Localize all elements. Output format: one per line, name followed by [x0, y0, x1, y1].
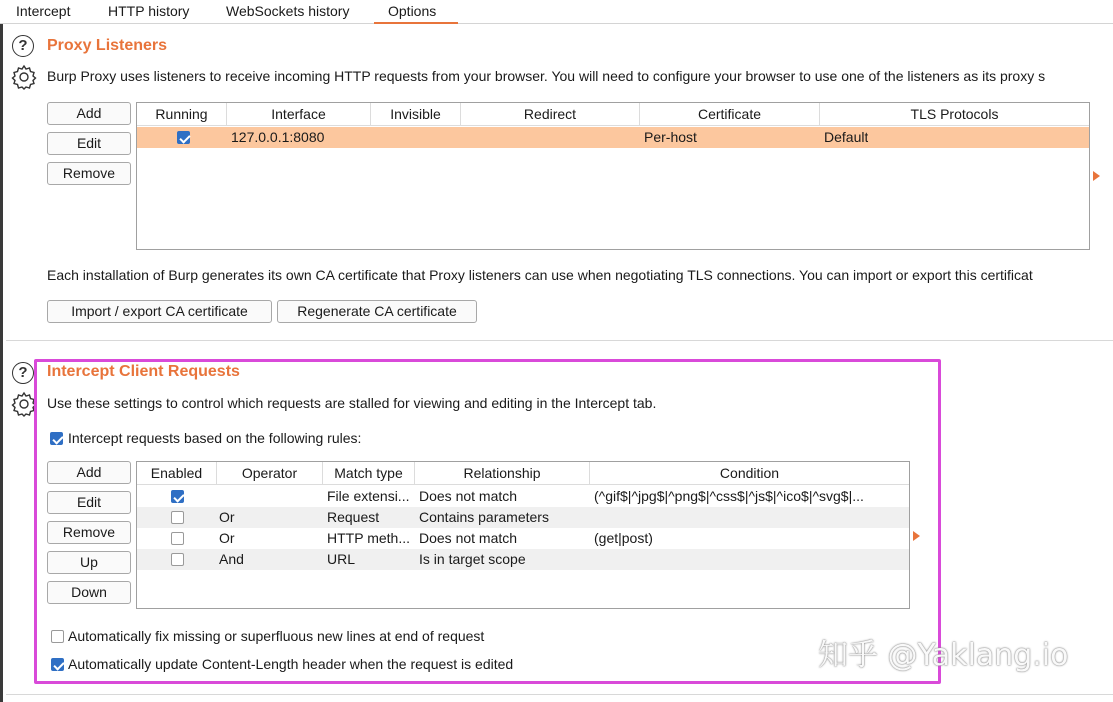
regenerate-ca-button[interactable]: Regenerate CA certificate [277, 300, 477, 323]
column-header-condition[interactable]: Condition [590, 462, 909, 485]
update-content-length-label: Automatically update Content-Length header when the request is edited [68, 656, 514, 672]
listener-certificate: Per-host [644, 129, 697, 145]
rule-match-type: HTTP meth... [327, 530, 410, 546]
edit-listener-button[interactable]: Edit [47, 132, 131, 155]
intercept-client-requests-title: Intercept Client Requests [47, 363, 240, 380]
rule-relationship: Contains parameters [419, 509, 549, 525]
rule-match-type: File extensi... [327, 488, 410, 504]
rule-match-type: Request [327, 509, 380, 525]
remove-listener-button[interactable]: Remove [47, 162, 131, 185]
rule-condition: (get|post) [594, 530, 653, 546]
column-header-relationship[interactable]: Relationship [415, 462, 590, 485]
rule-relationship: Does not match [419, 488, 518, 504]
move-up-button[interactable]: Up [47, 551, 131, 574]
tab-http-history[interactable]: HTTP history [108, 3, 190, 19]
rule-relationship: Does not match [419, 530, 518, 546]
fix-newlines-label: Automatically fix missing or superfluous new lines at end of request [68, 628, 485, 644]
listeners-table [136, 102, 1090, 250]
running-checkbox[interactable] [177, 131, 190, 144]
column-header-match-type[interactable]: Match type [323, 462, 415, 485]
rule-operator: Or [219, 530, 235, 546]
rule-match-type: URL [327, 551, 356, 567]
window-edge [0, 24, 3, 702]
column-header-enabled[interactable]: Enabled [137, 462, 217, 485]
column-header-certificate[interactable]: Certificate [640, 103, 820, 126]
rule-relationship: Is in target scope [419, 551, 526, 567]
intercept-rules-label: Intercept requests based on the following rules: [68, 430, 362, 446]
tab-websockets-history[interactable]: WebSockets history [226, 3, 350, 19]
proxy-listeners-title: Proxy Listeners [47, 37, 168, 54]
add-rule-button[interactable]: Add [47, 461, 131, 484]
section-divider [6, 340, 1113, 341]
help-icon[interactable]: ? [12, 362, 34, 384]
tab-intercept[interactable]: Intercept [16, 3, 71, 19]
gear-icon[interactable] [11, 64, 37, 90]
move-down-button[interactable]: Down [47, 581, 131, 604]
ca-description: Each installation of Burp generates its own CA certificate that Proxy listeners can use when negotiating TLS connections. You can import or export this certificat [47, 267, 1033, 283]
rule-operator: Or [219, 509, 235, 525]
section-divider [6, 694, 1113, 695]
rule-operator: And [219, 551, 244, 567]
column-header-interface[interactable]: Interface [227, 103, 371, 126]
import-export-ca-button[interactable]: Import / export CA certificate [47, 300, 272, 323]
add-listener-button[interactable]: Add [47, 102, 131, 125]
table-row[interactable] [137, 127, 1089, 148]
tab-options[interactable]: Options [374, 2, 458, 24]
highlight-box [34, 359, 941, 684]
tab-bar [0, 0, 1113, 24]
listener-interface: 127.0.0.1:8080 [231, 129, 325, 145]
column-header-redirect[interactable]: Redirect [461, 103, 640, 126]
column-header-invisible[interactable]: Invisible [371, 103, 461, 126]
help-icon[interactable]: ? [12, 35, 34, 57]
proxy-listeners-description: Burp Proxy uses listeners to receive incoming HTTP requests from your browser. You will need to configure your browser to use one of the listeners as its proxy s [47, 68, 1046, 84]
watermark: 知乎 @Yaklang.io [818, 638, 1069, 673]
remove-rule-button[interactable]: Remove [47, 521, 131, 544]
intercept-client-requests-description: Use these settings to control which requests are stalled for viewing and editing in the Intercept tab. [47, 395, 657, 411]
column-header-operator[interactable]: Operator [217, 462, 323, 485]
column-header-running[interactable]: Running [137, 103, 227, 126]
edit-rule-button[interactable]: Edit [47, 491, 131, 514]
rule-condition: (^gif$|^jpg$|^png$|^css$|^js$|^ico$|^svg$|... [594, 488, 864, 504]
column-header-tls-protocols[interactable]: TLS Protocols [820, 103, 1089, 126]
expand-arrow-icon[interactable] [1093, 171, 1100, 181]
listener-tls-protocols: Default [824, 129, 869, 145]
